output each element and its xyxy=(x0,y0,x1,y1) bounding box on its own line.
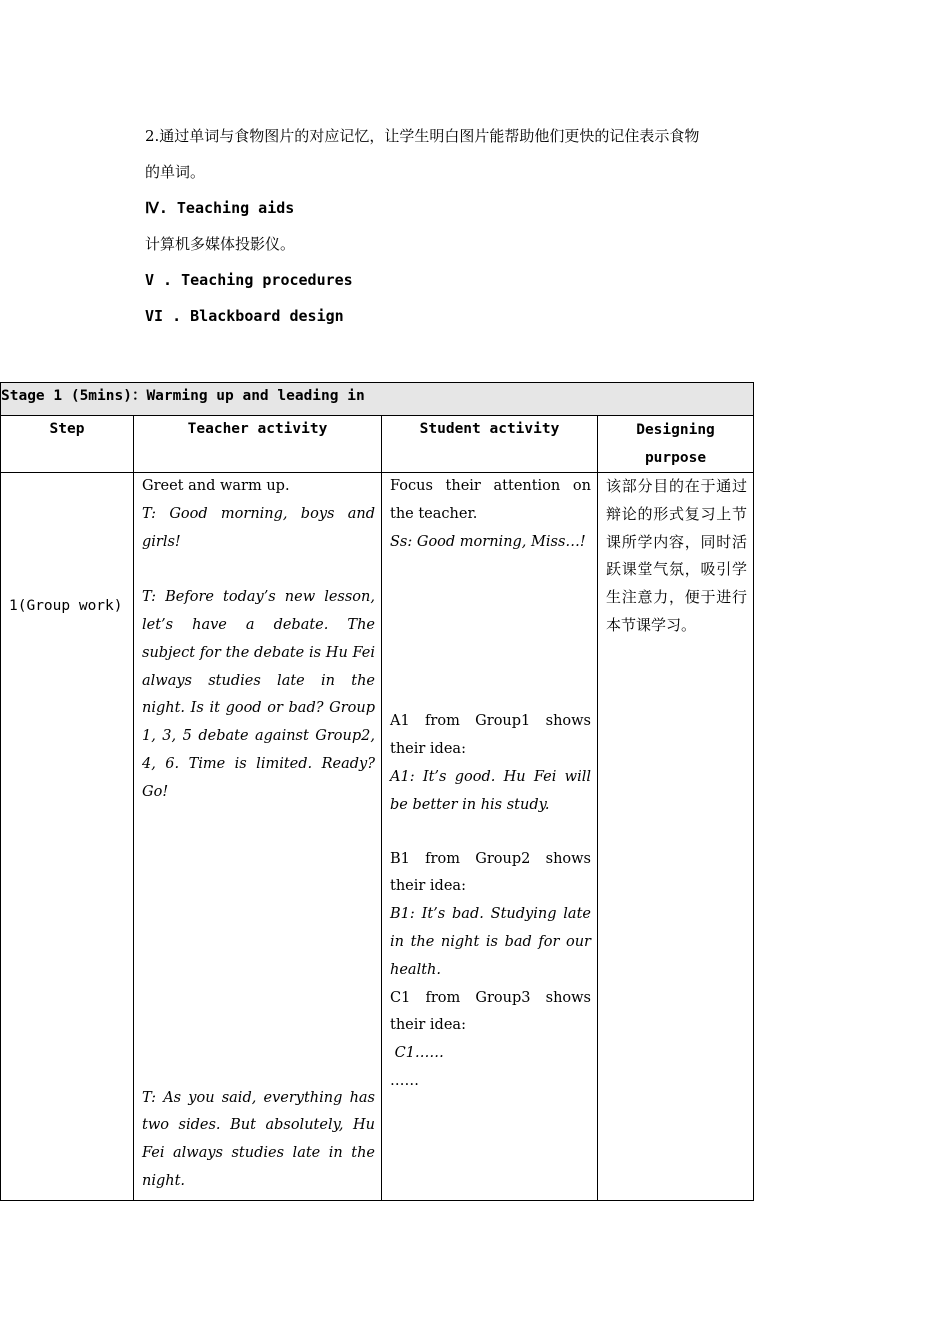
header-teacher-activity: Teacher activity xyxy=(134,416,382,473)
intro-line-2: 的单词。 xyxy=(145,163,206,181)
student-b1-intro: B1 from Group2 shows their idea: xyxy=(390,850,591,895)
step-label: 1(Group work) xyxy=(9,598,123,614)
teacher-line-good-morning: T: Good morning, boys and girls! xyxy=(142,505,375,550)
student-activity-cell xyxy=(382,473,598,1201)
student-c1-intro: C1 from Group3 shows their idea: xyxy=(390,989,591,1034)
heading-teaching-aids: Ⅳ. Teaching aids xyxy=(145,199,295,217)
student-b1-idea: B1: It’s bad. Studying late in the night is bad for our health. xyxy=(390,906,591,978)
procedure-table xyxy=(0,382,754,1201)
header-student-activity: Student activity xyxy=(382,416,598,473)
student-a1-intro: A1 from Group1 shows their idea: xyxy=(390,713,591,758)
header-step: Step xyxy=(1,416,134,473)
teacher-line-debate: T: Before today’s new lesson, let’s have a debate. The subject for the debate is Hu Fei always studies late in the night. Is it good or bad? Group 1, 3, 5 debate against Group2, 4, 6. Time is limited. Ready? Go! xyxy=(142,589,375,800)
teacher-activity-cell xyxy=(134,473,382,1201)
table-row xyxy=(1,473,754,1201)
heading-blackboard-design: VI . Blackboard design xyxy=(145,307,344,325)
header-purpose-line1: Designing xyxy=(636,422,715,438)
student-c1-idea: C1…… xyxy=(390,1045,444,1062)
student-a1-idea: A1: It’s good. Hu Fei will be better in his study. xyxy=(390,768,591,813)
header-purpose-line2: purpose xyxy=(644,450,707,466)
teacher-greet: Greet and warm up. xyxy=(142,478,290,494)
intro-line-1: 2.通过单词与食物图片的对应记忆，让学生明白图片能帮助他们更快的记住表示食物 xyxy=(145,127,700,145)
student-ellipsis: …… xyxy=(390,1072,419,1089)
student-focus: Focus their attention on the teacher. xyxy=(390,478,591,522)
stage-row xyxy=(1,383,754,416)
header-designing-purpose xyxy=(598,416,754,473)
step-cell xyxy=(1,473,134,1201)
header-row xyxy=(1,416,754,473)
heading-teaching-procedures: V . Teaching procedures xyxy=(145,271,353,289)
teaching-aids-text: 计算机多媒体投影仪。 xyxy=(145,235,296,253)
teacher-line-two-sides: T: As you said, everything has two sides. But absolutely, Hu Fei always studies late in the night. xyxy=(142,1089,375,1189)
designing-purpose-cell xyxy=(598,473,754,1201)
stage-title: Stage 1 (5mins)：Warming up and leading in xyxy=(1,383,754,416)
student-good-morning: Ss: Good morning, Miss…! xyxy=(390,533,586,550)
purpose-text: 该部分目的在于通过辩论的形式复习上节课所学内容，同时活跃课堂气氛，吸引学生注意力，便于进行本节课学习。 xyxy=(606,477,748,634)
